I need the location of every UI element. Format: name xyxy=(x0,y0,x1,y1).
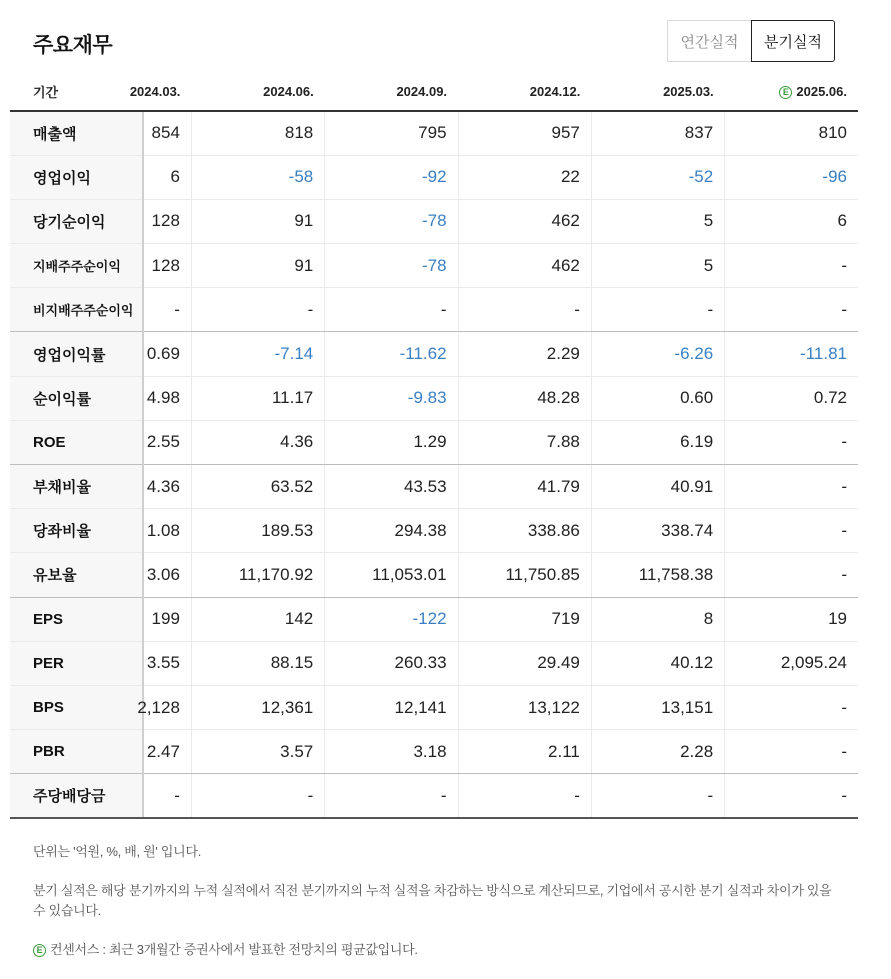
row-label: 비지배주주순이익 xyxy=(10,288,143,332)
row-label: PBR xyxy=(10,730,143,774)
table-cell: - xyxy=(725,465,858,509)
table-cell: 142 xyxy=(191,597,324,641)
row-label: 매출액 xyxy=(10,111,143,155)
section-title: 주요재무 xyxy=(33,34,113,57)
table-cell: 12,141 xyxy=(325,685,458,729)
table-cell: -78 xyxy=(325,244,458,288)
table-row xyxy=(10,730,858,774)
table-cell: 2.55 xyxy=(143,420,191,464)
row-label: 지배주주순이익 xyxy=(10,244,143,288)
table-row xyxy=(10,774,858,818)
table-cell: - xyxy=(725,553,858,597)
table-cell: 13,122 xyxy=(458,685,591,729)
table-cell: - xyxy=(325,288,458,332)
table-cell: -78 xyxy=(325,199,458,243)
table-cell: 2.47 xyxy=(143,730,191,774)
table-cell: 462 xyxy=(458,199,591,243)
unit-note: 단위는 '억원, %, 배, 원' 입니다. xyxy=(33,844,202,859)
consensus-e-icon: E xyxy=(779,86,792,99)
table-cell: 719 xyxy=(458,597,591,641)
table-cell: 40.12 xyxy=(591,641,724,685)
table-cell: - xyxy=(725,509,858,553)
table-cell: - xyxy=(725,244,858,288)
table-cell: 7.88 xyxy=(458,420,591,464)
table-cell: - xyxy=(191,288,324,332)
table-cell: -7.14 xyxy=(191,332,324,376)
column-header: 2025.03. xyxy=(591,73,724,111)
table-cell: -11.81 xyxy=(725,332,858,376)
table-cell: -58 xyxy=(191,155,324,199)
row-label: PER xyxy=(10,641,143,685)
table-cell: 189.53 xyxy=(191,509,324,553)
table-cell: 6 xyxy=(143,155,191,199)
column-header-consensus: E 2025.06. xyxy=(725,73,858,111)
table-cell: -11.62 xyxy=(325,332,458,376)
table-row xyxy=(10,244,858,288)
table-cell: 810 xyxy=(725,111,858,155)
table-row xyxy=(10,597,858,641)
quarterly-note: 분기 실적은 해당 분기까지의 누적 실적에서 직전 분기까지의 누적 실적을 차감하는 방식으로 계산되므로, 기업에서 공시한 분기 실적과 차이가 있을 수 있습니다. xyxy=(33,883,832,918)
table-cell: 5 xyxy=(591,244,724,288)
table-cell: - xyxy=(591,774,724,818)
table-cell: -6.26 xyxy=(591,332,724,376)
table-cell: 2.29 xyxy=(458,332,591,376)
table-cell: 260.33 xyxy=(325,641,458,685)
row-label: BPS xyxy=(10,685,143,729)
table-row xyxy=(10,288,858,332)
table-cell: 0.72 xyxy=(725,376,858,420)
table-cell: -52 xyxy=(591,155,724,199)
table-cell: - xyxy=(143,288,191,332)
row-label: EPS xyxy=(10,597,143,641)
table-row xyxy=(10,111,858,155)
row-label: 순이익률 xyxy=(10,376,143,420)
table-cell: 2.28 xyxy=(591,730,724,774)
table-cell: 29.49 xyxy=(458,641,591,685)
table-row xyxy=(10,199,858,243)
table-cell: - xyxy=(143,774,191,818)
row-label: 부채비율 xyxy=(10,465,143,509)
table-cell: - xyxy=(458,288,591,332)
table-cell: 3.55 xyxy=(143,641,191,685)
row-label: 유보율 xyxy=(10,553,143,597)
table-cell: 0.60 xyxy=(591,376,724,420)
table-row xyxy=(10,376,858,420)
table-cell: 818 xyxy=(191,111,324,155)
table-row xyxy=(10,685,858,729)
column-header: 2024.12. xyxy=(458,73,591,111)
table-cell: 11,758.38 xyxy=(591,553,724,597)
period-header: 기간 xyxy=(10,73,143,111)
table-cell: 2,095.24 xyxy=(725,641,858,685)
table-cell: 957 xyxy=(458,111,591,155)
table-cell: 6 xyxy=(725,199,858,243)
table-cell: - xyxy=(725,685,858,729)
row-label: 영업이익 xyxy=(10,155,143,199)
table-cell: 5 xyxy=(591,199,724,243)
column-header: 2024.09. xyxy=(325,73,458,111)
table-cell: 3.06 xyxy=(143,553,191,597)
table-cell: - xyxy=(591,288,724,332)
row-label: 당기순이익 xyxy=(10,199,143,243)
table-cell: 88.15 xyxy=(191,641,324,685)
table-cell: 11,170.92 xyxy=(191,553,324,597)
table-row xyxy=(10,509,858,553)
table-cell: 2,128 xyxy=(143,685,191,729)
table-row xyxy=(10,641,858,685)
table-cell: 41.79 xyxy=(458,465,591,509)
table-row xyxy=(10,155,858,199)
table-cell: 3.57 xyxy=(191,730,324,774)
row-label: ROE xyxy=(10,420,143,464)
table-row xyxy=(10,332,858,376)
table-cell: 338.74 xyxy=(591,509,724,553)
table-cell: 91 xyxy=(191,244,324,288)
table-row xyxy=(10,420,858,464)
table-cell: 462 xyxy=(458,244,591,288)
table-cell: 13,151 xyxy=(591,685,724,729)
table-row xyxy=(10,553,858,597)
table-cell: - xyxy=(725,730,858,774)
table-cell: 48.28 xyxy=(458,376,591,420)
table-cell: 837 xyxy=(591,111,724,155)
table-cell: - xyxy=(325,774,458,818)
table-cell: - xyxy=(725,774,858,818)
table-cell: 294.38 xyxy=(325,509,458,553)
footnotes xyxy=(33,842,833,979)
table-cell: - xyxy=(458,774,591,818)
column-header: 2024.03. xyxy=(143,73,191,111)
table-cell: 11.17 xyxy=(191,376,324,420)
consensus-e-icon: E xyxy=(33,944,46,957)
table-cell: 128 xyxy=(143,244,191,288)
table-cell: 4.36 xyxy=(143,465,191,509)
table-row xyxy=(10,465,858,509)
quarterly-results-button[interactable]: 분기실적 xyxy=(751,20,835,62)
consensus-note: E 컨센서스 : 최근 3개월간 증권사에서 발표한 전망치의 평균값입니다. xyxy=(33,940,833,960)
table-cell: 63.52 xyxy=(191,465,324,509)
table-cell: 1.29 xyxy=(325,420,458,464)
table-cell: - xyxy=(191,774,324,818)
column-header: 2024.06. xyxy=(191,73,324,111)
table-cell: 128 xyxy=(143,199,191,243)
table-cell: 11,053.01 xyxy=(325,553,458,597)
table-cell: 0.69 xyxy=(143,332,191,376)
row-label: 주당배당금 xyxy=(10,774,143,818)
table-cell: 1.08 xyxy=(143,509,191,553)
table-cell: 12,361 xyxy=(191,685,324,729)
annual-results-button[interactable]: 연간실적 xyxy=(667,20,751,62)
period-toggle xyxy=(667,20,835,62)
row-label: 영업이익률 xyxy=(10,332,143,376)
header-row xyxy=(10,73,858,111)
table-cell: 8 xyxy=(591,597,724,641)
table-cell: 40.91 xyxy=(591,465,724,509)
table-cell: - xyxy=(725,288,858,332)
table-cell: 22 xyxy=(458,155,591,199)
table-cell: -122 xyxy=(325,597,458,641)
table-cell: 6.19 xyxy=(591,420,724,464)
table-cell: - xyxy=(725,420,858,464)
table-cell: 11,750.85 xyxy=(458,553,591,597)
financial-table xyxy=(10,73,858,819)
table-cell: 3.18 xyxy=(325,730,458,774)
table-cell: -92 xyxy=(325,155,458,199)
row-label: 당좌비율 xyxy=(10,509,143,553)
table-cell: 199 xyxy=(143,597,191,641)
table-cell: 854 xyxy=(143,111,191,155)
table-cell: 4.36 xyxy=(191,420,324,464)
table-cell: 338.86 xyxy=(458,509,591,553)
table-cell: 795 xyxy=(325,111,458,155)
table-cell: 43.53 xyxy=(325,465,458,509)
financial-table-container[interactable] xyxy=(10,73,858,819)
table-cell: 19 xyxy=(725,597,858,641)
table-cell: 4.98 xyxy=(143,376,191,420)
table-cell: 2.11 xyxy=(458,730,591,774)
table-cell: -9.83 xyxy=(325,376,458,420)
table-cell: -96 xyxy=(725,155,858,199)
table-cell: 91 xyxy=(191,199,324,243)
